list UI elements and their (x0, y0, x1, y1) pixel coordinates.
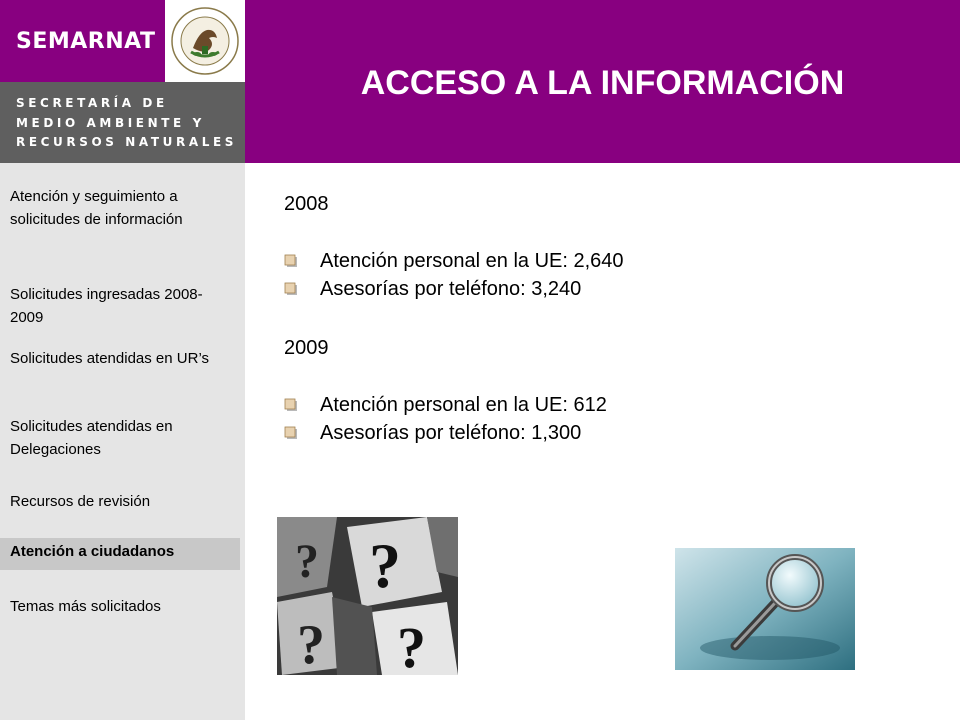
sidebar-item-solicitudes-urs[interactable]: Solicitudes atendidas en UR’s (10, 350, 210, 367)
question-marks-image (277, 517, 458, 675)
bullet-text: Asesorías por teléfono: 3,240 (320, 278, 582, 300)
page-title: ACCESO A LA INFORMACIÓN (360, 64, 845, 102)
sidebar-item-solicitudes-delegaciones[interactable]: Solicitudes atendidas en Delegaciones (10, 418, 173, 458)
list-item (284, 394, 607, 417)
ministry-line-1: SECRETARÍA DE (16, 96, 168, 110)
bullet-text: Asesorías por teléfono: 1,300 (320, 422, 582, 444)
sidebar-item-atencion-seguimiento[interactable]: Atención y seguimiento a solicitudes de información (10, 188, 183, 228)
year-2009: 2009 (284, 337, 329, 359)
svg-text:?: ? (295, 535, 319, 588)
sidebar-item-recursos-revision[interactable]: Recursos de revisión (10, 493, 151, 510)
square-bullet-icon (284, 282, 298, 296)
sidebar-item-solicitudes-ingresadas[interactable]: Solicitudes ingresadas 2008-2009 (10, 286, 203, 326)
year-2008: 2008 (284, 193, 329, 215)
square-bullet-icon (284, 254, 298, 268)
seal-block (165, 0, 245, 82)
national-seal-icon (169, 2, 241, 80)
bullet-text: Atención personal en la UE: 612 (320, 394, 607, 416)
sidebar-item-temas[interactable]: Temas más solicitados (10, 598, 161, 615)
svg-text:?: ? (297, 614, 325, 675)
square-bullet-icon (284, 398, 298, 412)
sidebar-item-atencion-ciudadanos[interactable] (0, 538, 240, 570)
ministry-line-2: MEDIO AMBIENTE Y (16, 116, 205, 130)
list-item (284, 422, 581, 445)
magnifying-glass-image (675, 548, 855, 670)
sidebar-item-label: Atención a ciudadanos (10, 543, 175, 560)
bullet-text: Atención personal en la UE: 2,640 (320, 250, 624, 272)
svg-text:?: ? (369, 530, 401, 601)
square-bullet-icon (284, 426, 298, 440)
logo-block (0, 0, 165, 82)
semarnat-logo: SEMARNAT (16, 29, 156, 54)
ministry-band (0, 82, 245, 163)
ministry-line-3: RECURSOS NATURALES (16, 135, 238, 149)
list-item (284, 250, 624, 273)
list-item (284, 278, 581, 301)
svg-text:?: ? (397, 615, 426, 675)
